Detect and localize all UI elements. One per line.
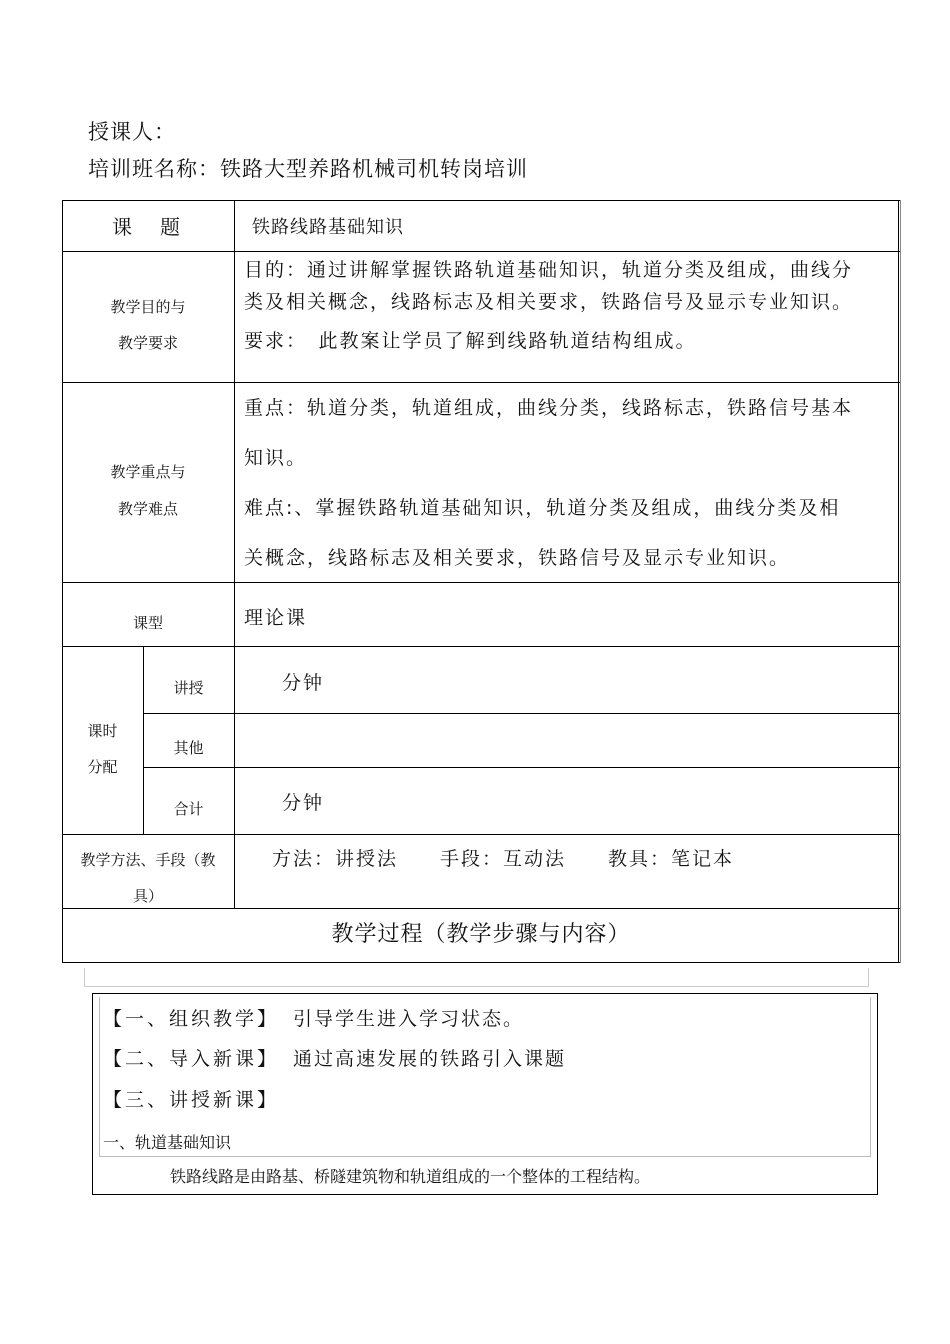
keys-label-1: 教学重点与: [110, 463, 186, 481]
keys-label-2: 教学难点: [117, 500, 178, 518]
time-label-2: 分配: [87, 758, 118, 776]
class-name: 培训班名称：铁路大型养路机械司机转岗培训: [88, 157, 528, 181]
other-label: 其他: [173, 739, 204, 757]
type-value: 理论课: [244, 607, 308, 629]
total-label: 合计: [173, 800, 204, 818]
topic-label: 课 题: [112, 215, 184, 239]
total-value: 分钟: [282, 792, 325, 814]
keys-line-3: 难点:、掌握铁路轨道基础知识，轨道分类及组成，曲线分类及相: [244, 497, 841, 519]
step1-text: 引导学生进入学习状态。: [293, 1008, 525, 1030]
lecture-value: 分钟: [282, 672, 325, 694]
topic-value: 铁路线路基础知识: [252, 217, 404, 238]
goals-label-1: 教学目的与: [110, 298, 186, 316]
keys-line-4: 关概念，线路标志及相关要求，铁路信号及显示专业知识。: [244, 547, 791, 569]
type-label: 课型: [132, 614, 163, 632]
goals-line-3: 要求： 此教案让学员了解到线路轨道结构组成。: [244, 330, 697, 352]
goals-label-2: 教学要求: [117, 334, 178, 352]
step2-head: 【二、导入新课】: [103, 1048, 280, 1070]
method-label-2: 具）: [132, 887, 163, 905]
goals-line-2: 类及相关概念，线路标志及相关要求，铁路信号及显示专业知识。: [244, 291, 854, 313]
keys-line-1: 重点：轨道分类，轨道组成，曲线分类，线路标志，铁路信号基本: [244, 397, 854, 419]
step3-head: 【三、讲授新课】: [103, 1089, 280, 1111]
separator-box: [84, 968, 869, 987]
step1-head: 【一、组织教学】: [103, 1008, 280, 1030]
section-heading: 一、轨道基础知识: [103, 1133, 232, 1152]
time-label-1: 课时: [87, 722, 118, 740]
method-label-1: 教学方法、手段（教: [80, 851, 216, 869]
keys-line-2: 知识。: [244, 447, 308, 469]
lecture-label: 讲授: [173, 679, 204, 697]
process-title: 教学过程（教学步骤与内容）: [331, 922, 631, 947]
teacher-label: 授课人：: [88, 120, 176, 144]
paragraph: 铁路线路是由路基、桥隧建筑物和轨道组成的一个整体的工程结构。: [170, 1167, 651, 1186]
goals-line-1: 目的：通过讲解掌握铁路轨道基础知识，轨道分类及组成，曲线分: [244, 259, 854, 281]
method-value: 方法：讲授法 手段：互动法 教具：笔记本: [272, 848, 735, 870]
step2-text: 通过高速发展的铁路引入课题: [293, 1048, 567, 1070]
